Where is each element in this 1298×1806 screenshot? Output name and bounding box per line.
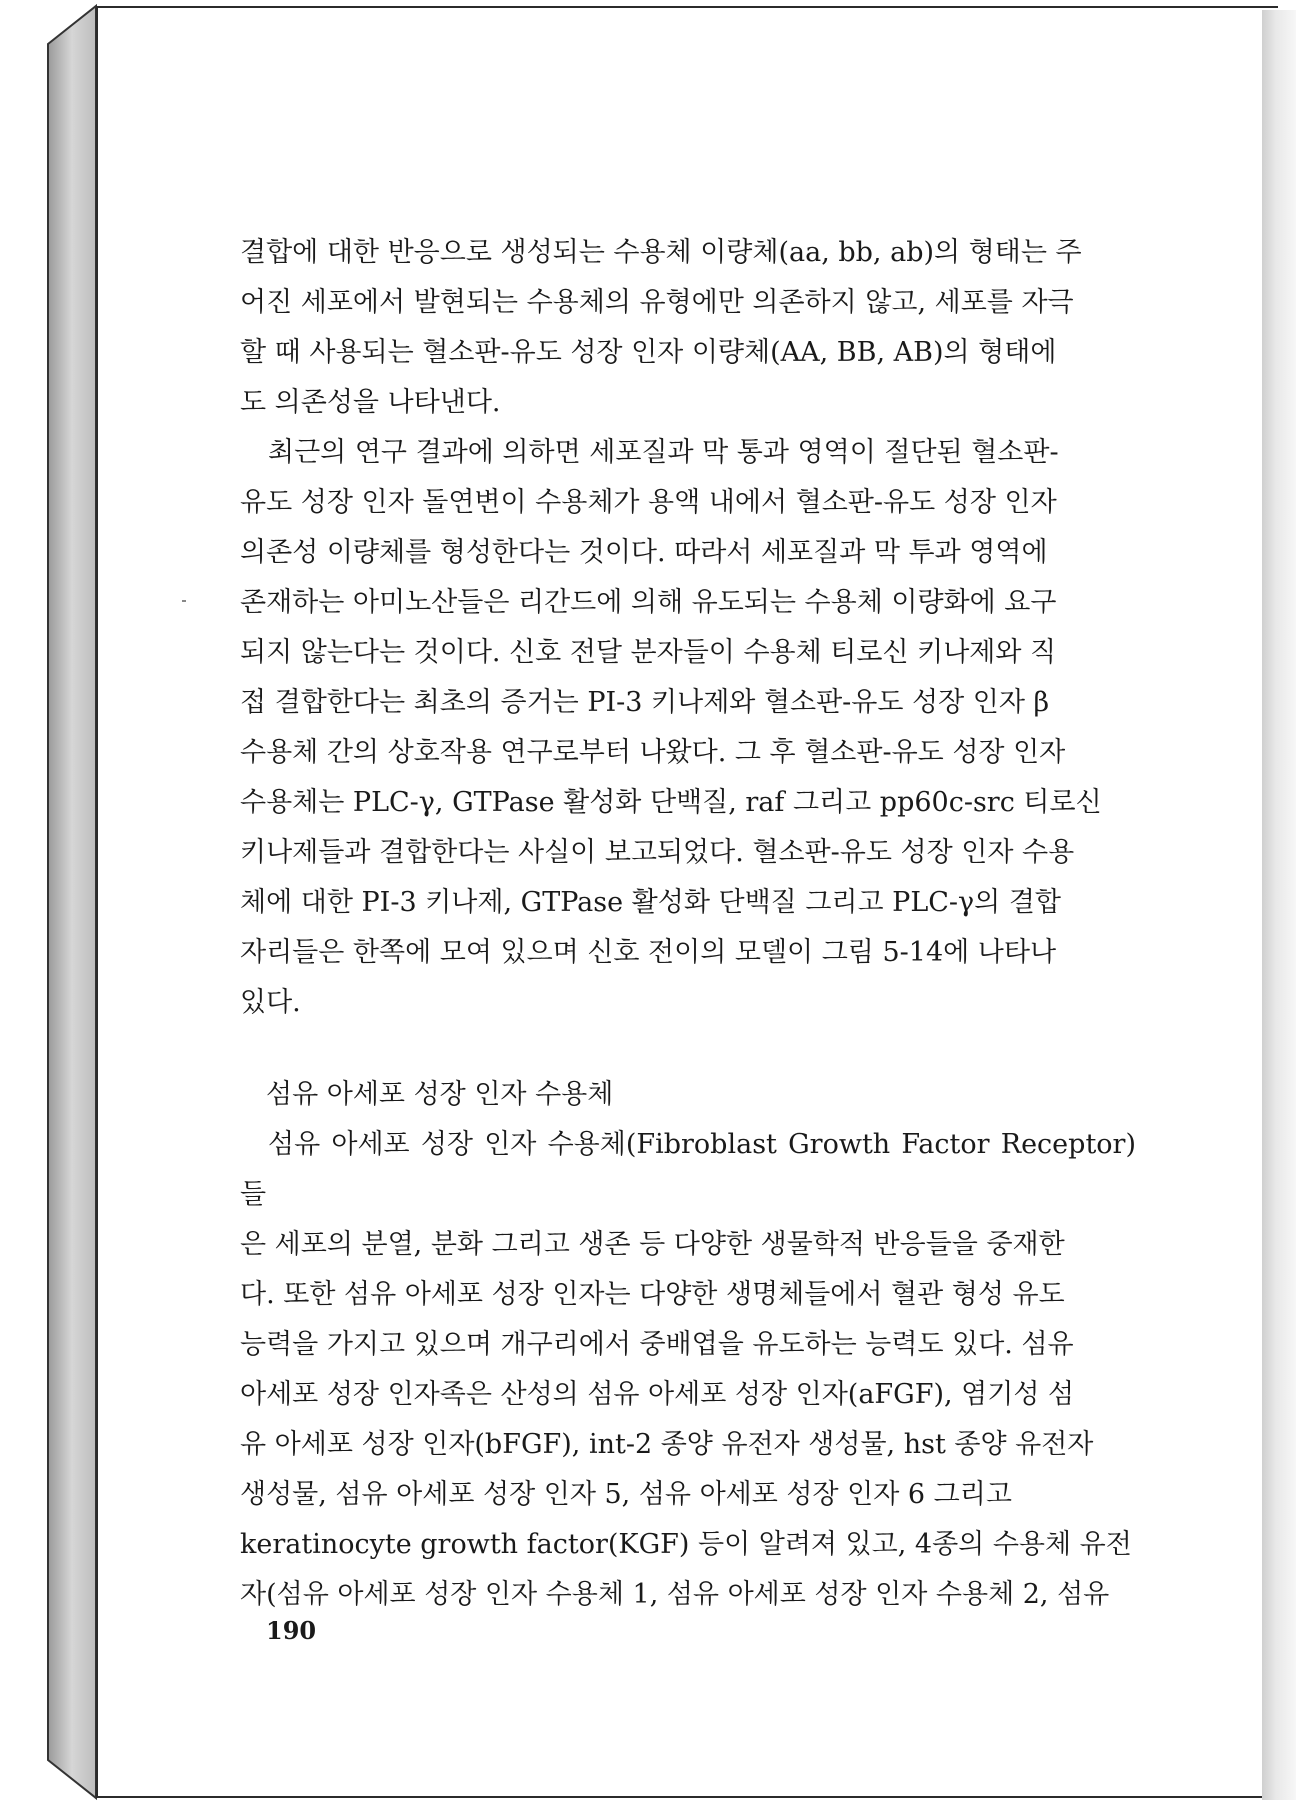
text-line: 최근의 연구 결과에 의하면 세포질과 막 통과 영역이 절단된 혈소판- <box>268 437 1059 468</box>
text-line: 유 아세포 성장 인자(bFGF), int-2 종양 유전자 생성물, hst 종양 유전자 <box>240 1429 1094 1460</box>
page-number: 190 <box>266 1616 317 1645</box>
page-body <box>240 228 1136 1620</box>
text-line: 키나제들과 결합한다는 사실이 보고되었다. 혈소판-유도 성장 인자 수용 <box>240 837 1075 868</box>
text-line: 의존성 이량체를 형성한다는 것이다. 따라서 세포질과 막 투과 영역에 <box>240 537 1048 568</box>
scan-speck <box>182 600 186 602</box>
text-line: 되지 않는다는 것이다. 신호 전달 분자들이 수용체 티로신 키나제와 직 <box>240 637 1057 668</box>
text-line: 다. 또한 섬유 아세포 성장 인자는 다양한 생명체들에서 혈관 형성 유도 <box>240 1279 1065 1310</box>
text-line: 섬유 아세포 성장 인자 수용체(Fibroblast Growth Factor Receptor)들 <box>240 1129 1136 1210</box>
text-line: 존재하는 아미노산들은 리간드에 의해 유도되는 수용체 이량화에 요구 <box>240 587 1057 618</box>
paragraph-1 <box>240 228 1136 428</box>
text-line: 자(섬유 아세포 성장 인자 수용체 1, 섬유 아세포 성장 인자 수용체 2, 섬유 <box>240 1579 1110 1610</box>
text-line: 있다. <box>240 987 301 1018</box>
text-line: 생성물, 섬유 아세포 성장 인자 5, 섬유 아세포 성장 인자 6 그리고 <box>240 1479 1012 1510</box>
section-heading: 섬유 아세포 성장 인자 수용체 <box>266 1079 614 1110</box>
text-line: 결합에 대한 반응으로 생성되는 수용체 이량체(aa, bb, ab)의 형태는 주 <box>240 237 1082 268</box>
text-line: 어진 세포에서 발현되는 수용체의 유형에만 의존하지 않고, 세포를 자극 <box>240 287 1074 318</box>
text-line: keratinocyte growth factor(KGF) 등이 알려져 있고, 4종의 수용체 유전 <box>240 1529 1132 1560</box>
page-edge-shadow <box>1262 10 1296 1800</box>
text-line: 접 결합한다는 최초의 증거는 PI-3 키나제와 혈소판-유도 성장 인자 β <box>240 687 1050 718</box>
text-line: 수용체는 PLC-γ, GTPase 활성화 단백질, raf 그리고 pp60c-src 티로신 <box>240 787 1102 818</box>
text-line: 은 세포의 분열, 분화 그리고 생존 등 다양한 생물학적 반응들을 중재한 <box>240 1229 1065 1260</box>
text-line: 자리들은 한쪽에 모여 있으며 신호 전이의 모델이 그림 5-14에 나타나 <box>240 937 1057 968</box>
text-line: 할 때 사용되는 혈소판-유도 성장 인자 이량체(AA, BB, AB)의 형태에 <box>240 337 1057 368</box>
paragraph-3 <box>240 1120 1136 1620</box>
text-line: 수용체 간의 상호작용 연구로부터 나왔다. 그 후 혈소판-유도 성장 인자 <box>240 737 1066 768</box>
text-line: 아세포 성장 인자족은 산성의 섬유 아세포 성장 인자(aFGF), 염기성 섬 <box>240 1379 1075 1410</box>
text-line: 능력을 가지고 있으며 개구리에서 중배엽을 유도하는 능력도 있다. 섬유 <box>240 1329 1074 1360</box>
book-spine <box>0 0 110 1806</box>
paragraph-2 <box>240 428 1136 1028</box>
text-line: 도 의존성을 나타낸다. <box>240 387 501 418</box>
text-line: 체에 대한 PI-3 키나제, GTPase 활성화 단백질 그리고 PLC-γ의 결합 <box>240 887 1061 918</box>
text-line: 유도 성장 인자 돌연변이 수용체가 용액 내에서 혈소판-유도 성장 인자 <box>240 487 1057 518</box>
